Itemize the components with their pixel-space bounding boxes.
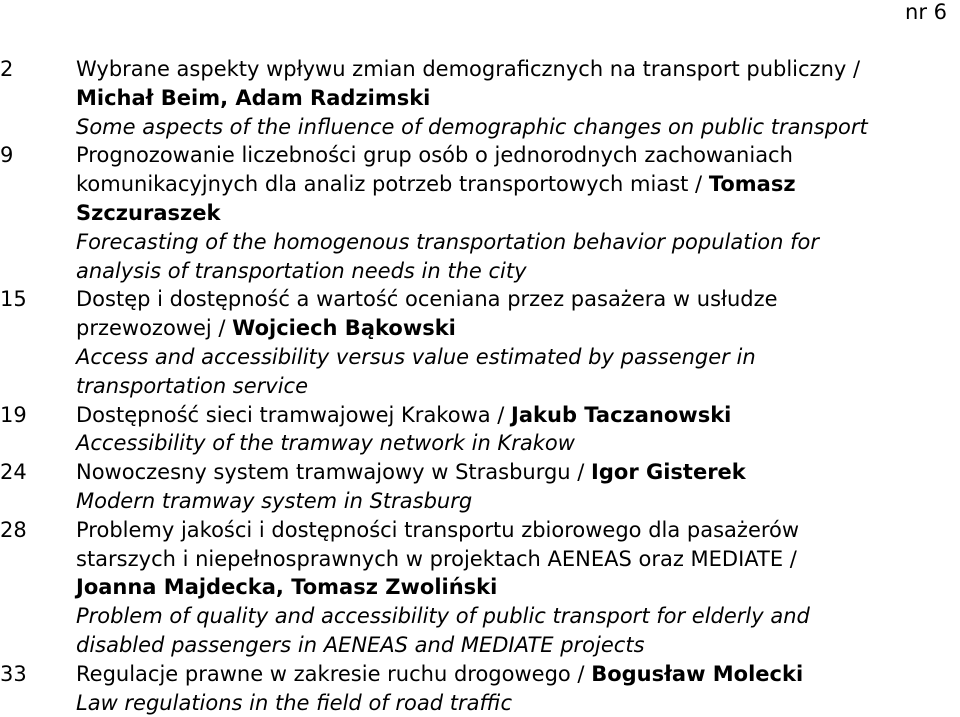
authors-line bbox=[76, 573, 960, 602]
toc-entry bbox=[0, 401, 960, 459]
polish-title-text: Nowoczesny system tramwajowy w Strasburgu / bbox=[76, 460, 592, 485]
authors: Wojciech Bąkowski bbox=[232, 316, 456, 341]
page-number: 28 bbox=[0, 517, 27, 542]
english-title-line: disabled passengers in AENEAS and MEDIATE projects bbox=[76, 632, 645, 657]
polish-title-line: Problemy jakości i dostępności transportu zbiorowego dla pasażerów bbox=[76, 517, 800, 542]
polish-title-line: Wybrane aspekty wpływu zmian demograficznych na transport publiczny / bbox=[76, 57, 861, 81]
polish-title-text: Dostępność sieci tramwajowej Krakowa / bbox=[76, 402, 512, 427]
english-title-line: Access and accessibility versus value estimated by passenger in bbox=[76, 344, 756, 369]
authors: Tomasz bbox=[708, 172, 796, 197]
polish-title-text: Regulacje prawne w zakresie ruchu drogowego / bbox=[76, 661, 592, 686]
polish-title-text: komunikacyjnych dla analiz potrzeb transportowych miast / bbox=[76, 172, 709, 197]
page-number: 9 bbox=[0, 143, 14, 168]
page-number: 24 bbox=[0, 460, 27, 485]
toc-entry bbox=[0, 660, 960, 717]
table-of-contents bbox=[0, 55, 960, 717]
english-title-line: Some aspects of the influence of demographic changes on public transport bbox=[76, 114, 868, 139]
polish-title-text: przewozowej / bbox=[76, 316, 233, 341]
english-title-line: Law regulations in the field of road traffic bbox=[76, 690, 512, 715]
page-number: 15 bbox=[0, 287, 27, 312]
toc-entry bbox=[0, 141, 960, 285]
authors-line bbox=[76, 199, 960, 228]
english-title-line: transportation service bbox=[76, 373, 309, 398]
polish-title-line bbox=[76, 314, 960, 343]
polish-title-line bbox=[76, 458, 960, 487]
polish-title-line bbox=[76, 660, 960, 689]
authors: Szczuraszek bbox=[76, 200, 221, 225]
english-title-line: Modern tramway system in Strasburg bbox=[76, 488, 473, 513]
toc-entry bbox=[0, 458, 960, 516]
page-number: 33 bbox=[0, 661, 27, 686]
page-number: 2 bbox=[0, 57, 14, 81]
toc-entry bbox=[0, 516, 960, 660]
authors: Igor Gisterek bbox=[591, 460, 746, 485]
english-title-line: Accessibility of the tramway network in Krakow bbox=[76, 431, 575, 456]
issue-number: nr 6 bbox=[905, 0, 947, 24]
english-title-line: Forecasting of the homogenous transportation behavior population for bbox=[76, 229, 820, 254]
polish-title-line bbox=[76, 170, 960, 199]
english-title-line: Problem of quality and accessibility of public transport for elderly and bbox=[76, 604, 810, 629]
english-title-line: analysis of transportation needs in the city bbox=[76, 258, 527, 283]
authors: Michał Beim, Adam Radzimski bbox=[76, 85, 431, 110]
authors: Joanna Majdecka, Tomasz Zwoliński bbox=[76, 575, 498, 600]
toc-entry bbox=[0, 55, 960, 141]
authors: Jakub Taczanowski bbox=[511, 402, 732, 427]
polish-title-line: Prognozowanie liczebności grup osób o jednorodnych zachowaniach bbox=[76, 143, 793, 168]
polish-title-line: Dostęp i dostępność a wartość oceniana przez pasażera w usłudze bbox=[76, 287, 778, 312]
authors-line bbox=[76, 84, 960, 113]
toc-entry bbox=[0, 285, 960, 400]
authors: Bogusław Molecki bbox=[591, 661, 804, 686]
polish-title-line: starszych i niepełnosprawnych w projektach AENEAS oraz MEDIATE / bbox=[76, 546, 797, 571]
page-number: 19 bbox=[0, 402, 27, 427]
polish-title-line bbox=[76, 401, 960, 430]
